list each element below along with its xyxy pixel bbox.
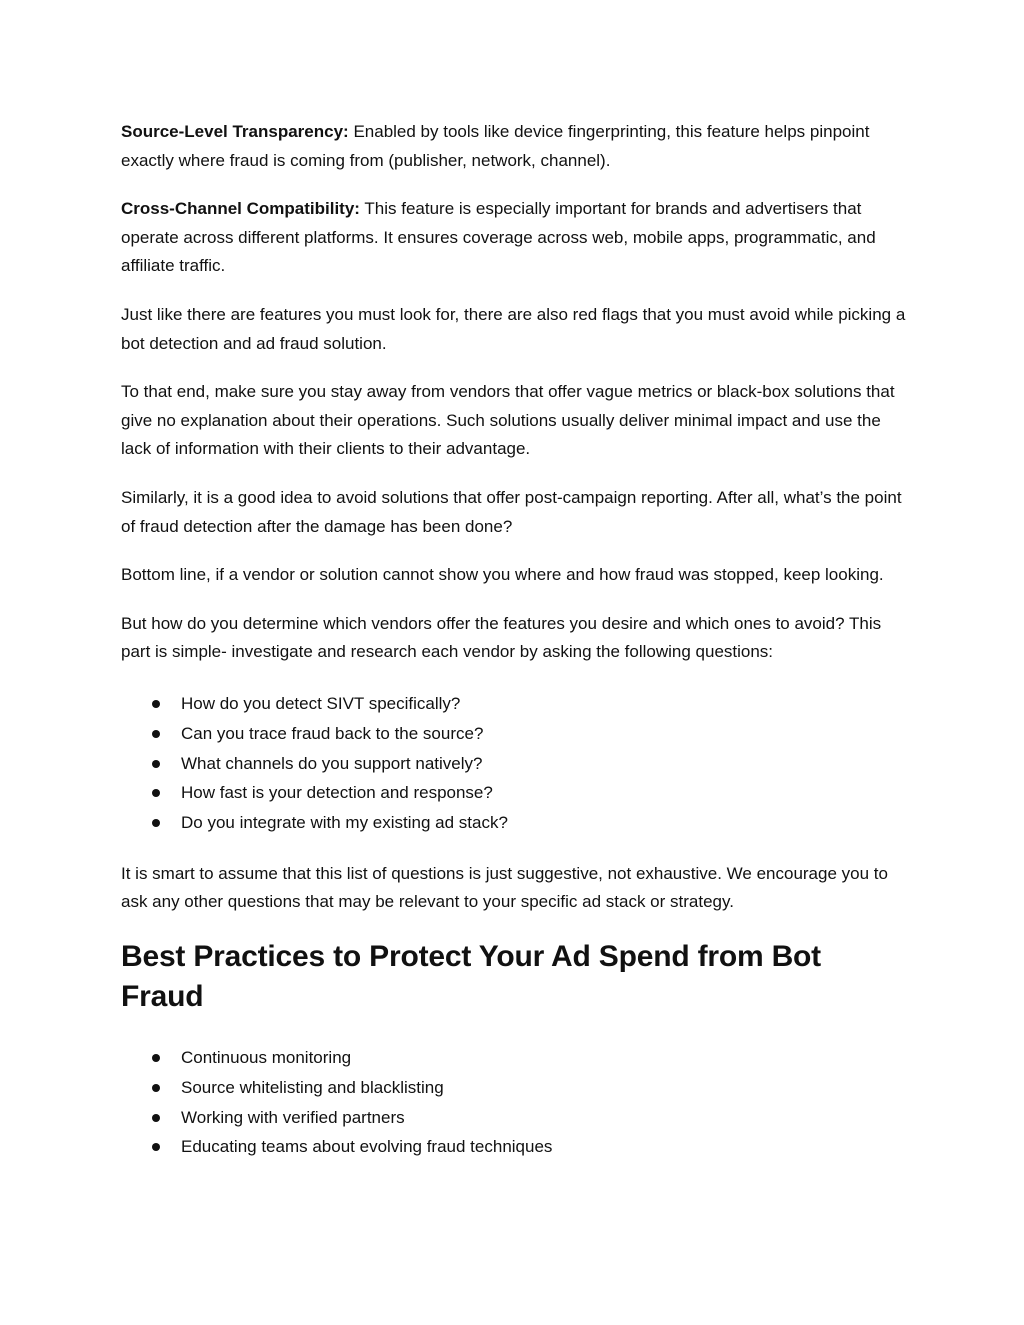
paragraph-questions-intro: But how do you determine which vendors offer the features you desire and which ones to avoid? This part is simple- investigate and research each vendor by asking the following questions: (121, 613, 882, 662)
bullet-icon (152, 1143, 160, 1151)
document-page (121, 118, 911, 1184)
list-item-text: What channels do you support natively? (181, 753, 483, 773)
bullet-icon (152, 819, 160, 827)
paragraph-source-level-transparency (121, 118, 911, 175)
list-item (121, 1043, 911, 1073)
list-item-text: Source whitelisting and blacklisting (181, 1077, 444, 1097)
list-item (121, 749, 911, 779)
bullet-icon (152, 730, 160, 738)
list-item-text: How fast is your detection and response? (181, 783, 493, 803)
list-item-text: Educating teams about evolving fraud techniques (181, 1137, 553, 1157)
list-item-text: How do you detect SIVT specifically? (181, 693, 461, 713)
list-item-text: Can you trace fraud back to the source? (181, 723, 484, 743)
bullet-icon (152, 789, 160, 797)
list-item (121, 778, 911, 808)
paragraph-text: This feature is especially important for brands and advertisers that operate across different platforms. It ensures coverage across web, mobile apps, programmatic, and affiliate traffic. (121, 199, 876, 276)
best-practices-list (121, 1043, 911, 1162)
bullet-icon (152, 1054, 160, 1062)
bullet-icon (152, 700, 160, 708)
paragraph-label: Cross-Channel Compatibility: (121, 199, 360, 219)
list-item (121, 1073, 911, 1103)
bullet-icon (152, 760, 160, 768)
list-item-text: Working with verified partners (181, 1107, 405, 1127)
list-item-text: Do you integrate with my existing ad stack? (181, 813, 508, 833)
list-item (121, 808, 911, 838)
paragraph-bottom-line: Bottom line, if a vendor or solution cannot show you where and how fraud was stopped, keep looking. (121, 565, 884, 585)
paragraph-red-flags: Just like there are features you must look for, there are also red flags that you must avoid while picking a bot detection and ad fraud solution. (121, 304, 906, 353)
list-item-text: Continuous monitoring (181, 1048, 352, 1068)
paragraph-post-campaign: Similarly, it is a good idea to avoid solutions that offer post-campaign reporting. After all, what’s the point of fraud detection after the damage has been done? (121, 487, 902, 536)
paragraph-label: Source-Level Transparency: (121, 122, 349, 141)
paragraph-vague-metrics: To that end, make sure you stay away from vendors that offer vague metrics or black-box solutions that give no explanation about their operations. Such solutions usually deliver minimal impact and use the lack of information with their clients to their advantage. (121, 382, 895, 459)
section-heading: Best Practices to Protect Your Ad Spend from Bot Fraud (121, 940, 821, 1014)
list-item (121, 719, 911, 749)
list-item (121, 689, 911, 719)
bullet-icon (152, 1114, 160, 1122)
paragraph-text: Enabled by tools like device fingerprinting, this feature helps pinpoint exactly where fraud is coming from (publisher, network, channel). (121, 122, 870, 170)
list-item (121, 1132, 911, 1162)
paragraph-suggestive-list: It is smart to assume that this list of questions is just suggestive, not exhaustive. We encourage you to ask any other questions that may be relevant to your specific ad stack or strategy. (121, 863, 888, 912)
list-item (121, 1103, 911, 1133)
questions-list (121, 689, 911, 838)
paragraph-cross-channel-compatibility (121, 195, 911, 281)
bullet-icon (152, 1084, 160, 1092)
